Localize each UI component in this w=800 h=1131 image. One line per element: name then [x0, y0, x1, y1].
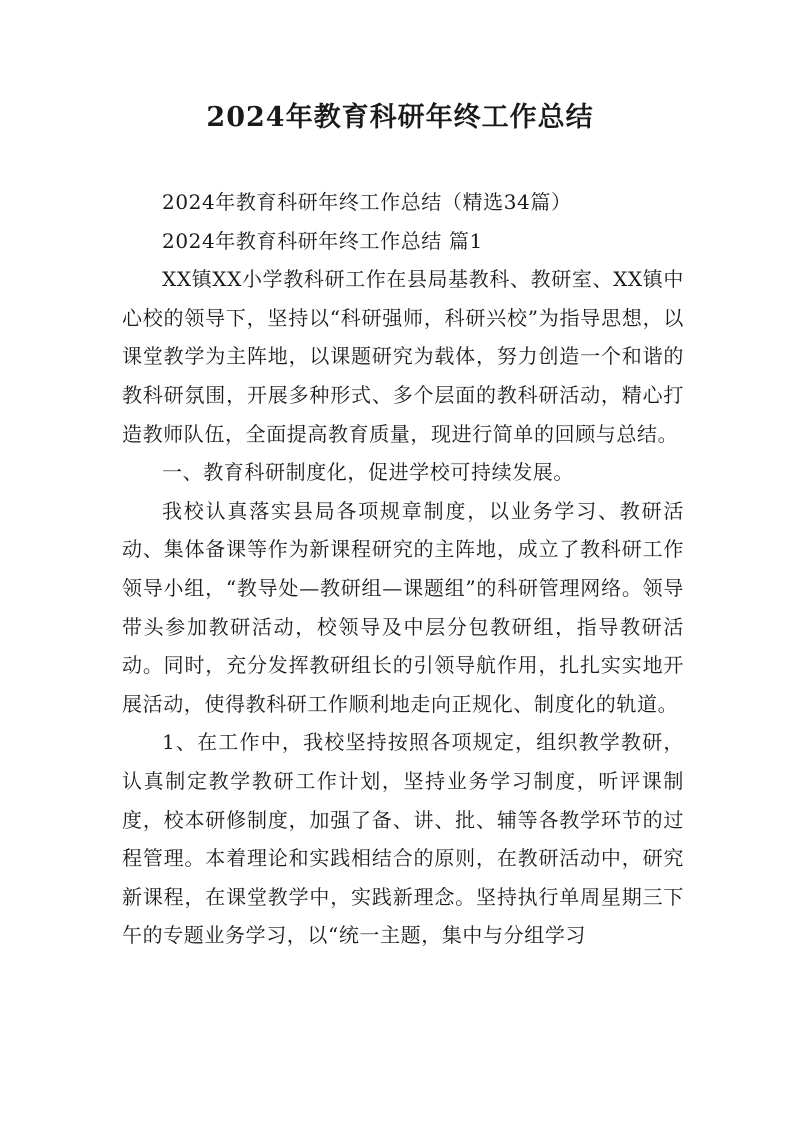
subtitle-paragraph: 2024年教育科研年终工作总结（精选34篇） — [162, 190, 572, 214]
body-paragraph: 我校认真落实县局各项规章制度，以业务学习、教研活动、集体备课等作为新课程研究的主阵地，成立了教科研工作领导小组，“教导处—教研组—课题组”的科研管理网络。领导带头参加教研活动，校领导及中层分包教研组，指导教研活动。同时，充分发挥教研组长的引领导航作用，扎扎实实地开展活动，使得教科研工作顺利地走向正规化、制度化的轨道。 — [122, 498, 684, 716]
body-paragraph: XX镇XX小学教科研工作在县局基教科、教研室、XX镇中心校的领导下，坚持以“科研强师，科研兴校”为指导思想，以课堂教学为主阵地，以课题研究为载体，努力创造一个和谐的教科研氛围，开展多种形式、多个层面的教科研活动，精心打造教师队伍，全面提高教育质量，现进行简单的回顾与总结。 — [122, 267, 684, 446]
section-heading: 2024年教育科研年终工作总结 篇1 — [162, 228, 483, 253]
document-body — [122, 183, 684, 955]
section-heading: 一、教育科研制度化，促进学校可持续发展。 — [162, 460, 574, 485]
document-title: 2024年教育科研年终工作总结 — [206, 102, 594, 133]
body-paragraph: 1、在工作中，我校坚持按照各项规定，组织教学教研，认真制定教学教研工作计划，坚持业务学习制度，听评课制度，校本研修制度，加强了备、讲、批、辅等各教学环节的过程管理。本着理论和实践相结合的原则，在教研活动中，研究新课程，在课堂教学中，实践新理念。坚持执行单周星期三下午的专题业务学习，以“统一主题，集中与分组学习 — [122, 730, 684, 948]
